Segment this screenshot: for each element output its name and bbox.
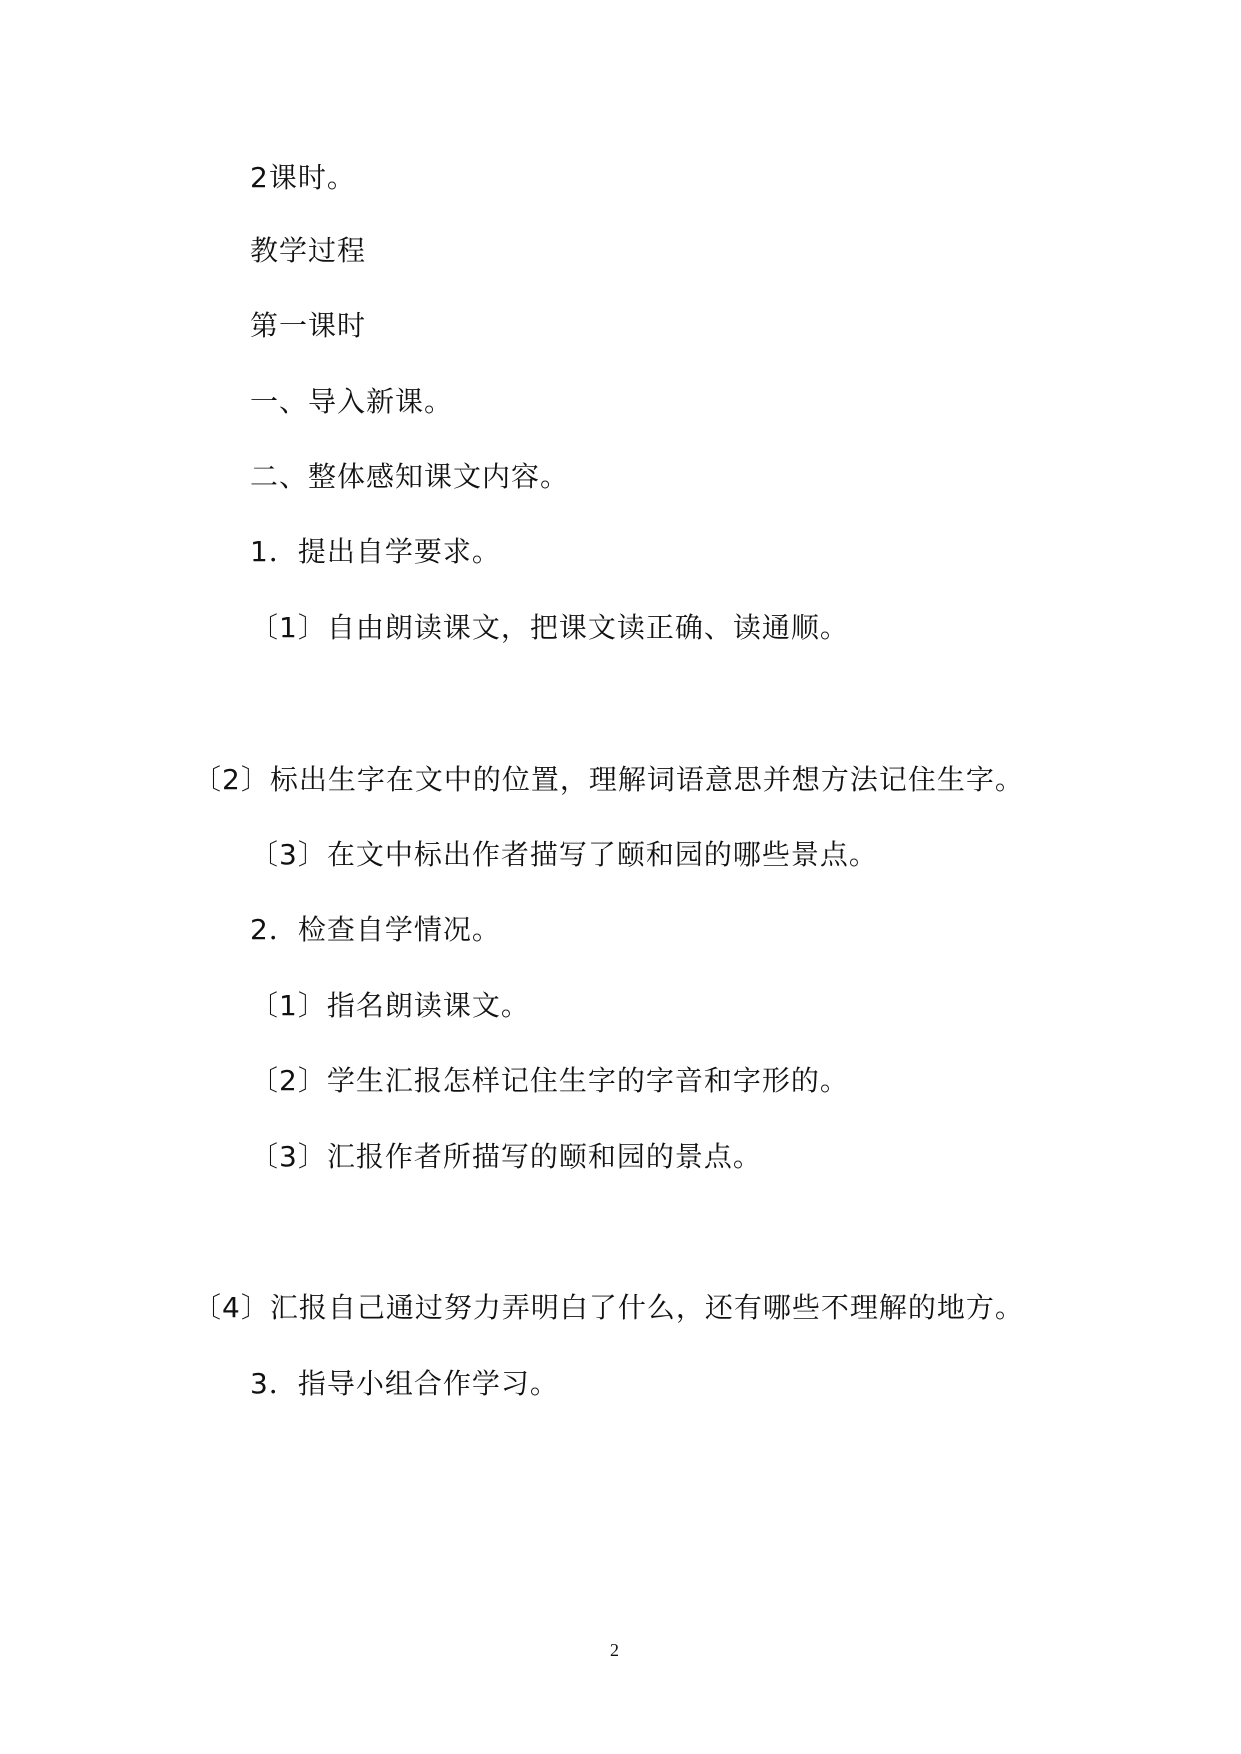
text-line-subitem-2-4: 〔4〕汇报自己通过努力弄明白了什么，还有哪些不理解的地方。	[193, 1291, 1024, 1324]
text-line-subitem-1-2: 〔2〕标出生字在文中的位置，理解词语意思并想方法记住生字。	[193, 763, 1024, 796]
text-line-item-1: 1．提出自学要求。	[250, 535, 501, 568]
text-line-subitem-2-3: 〔3〕汇报作者所描写的颐和园的景点。	[250, 1140, 762, 1173]
text-line-lesson-count: 2课时。	[250, 161, 356, 194]
text-line-subitem-1-3: 〔3〕在文中标出作者描写了颐和园的哪些景点。	[250, 838, 878, 871]
text-line-section-one: 一、导入新课。	[250, 385, 454, 418]
text-line-subitem-1-1: 〔1〕自由朗读课文，把课文读正确、读通顺。	[250, 611, 849, 644]
text-line-section-two: 二、整体感知课文内容。	[250, 460, 570, 493]
text-line-teaching-process: 教学过程	[250, 234, 367, 267]
text-line-subitem-2-1: 〔1〕指名朗读课文。	[250, 989, 530, 1022]
text-line-item-3: 3．指导小组合作学习。	[250, 1367, 559, 1400]
page-number: 2	[610, 1640, 619, 1660]
text-line-item-2: 2．检查自学情况。	[250, 913, 501, 946]
text-line-first-lesson: 第一课时	[250, 309, 367, 342]
text-line-subitem-2-2: 〔2〕学生汇报怎样记住生字的字音和字形的。	[250, 1064, 849, 1097]
